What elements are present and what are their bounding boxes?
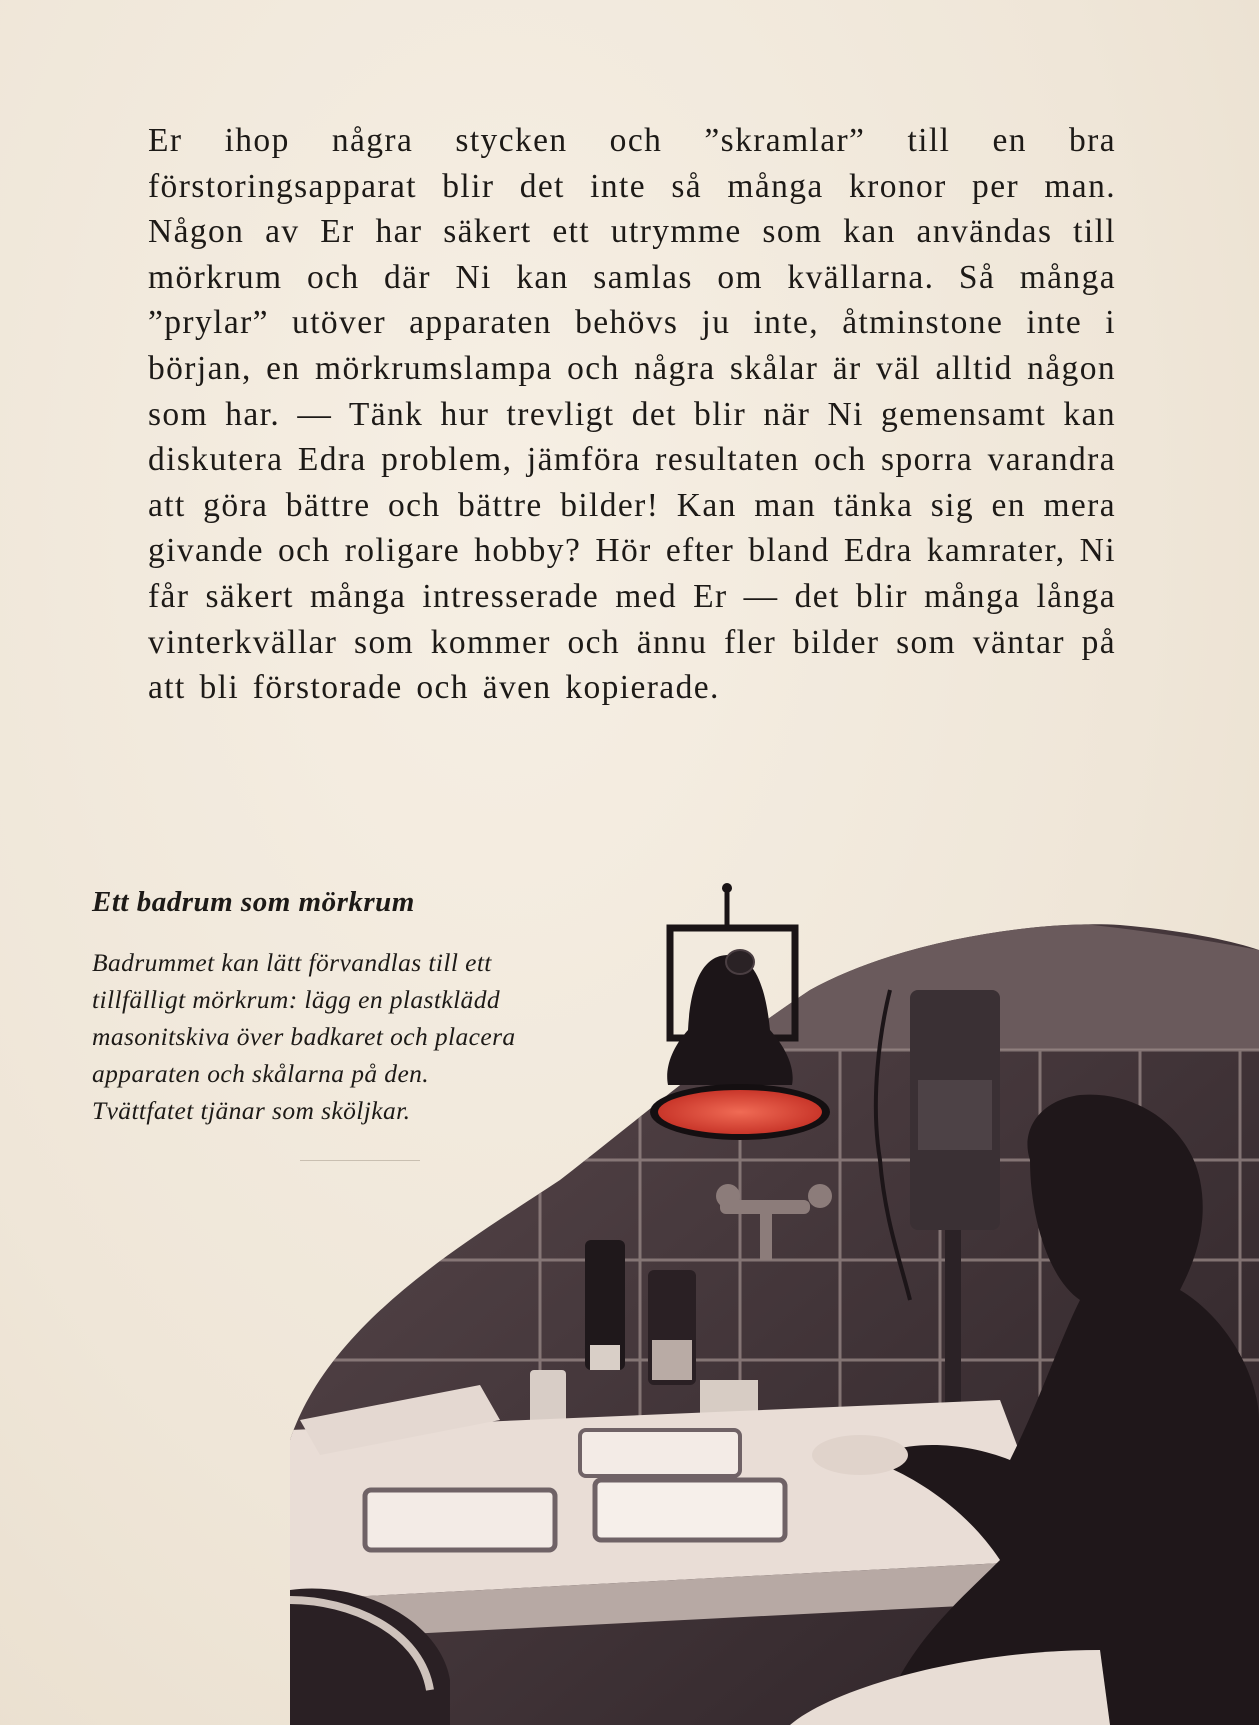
lamp-red-glass xyxy=(658,1090,822,1134)
hand xyxy=(812,1435,908,1475)
article-paragraph: Er ihop några stycken och ”skramlar” till en bra förstoringsapparat blir det inte så många kronor per man. Någon av Er har säkert ett utrymme som kan användas till mörkrum och där Ni kan samlas om kvällarna. Så många ”prylar” utöver apparaten behövs ju inte, åtminstone inte i början, en mörkrumslampa och några skålar är väl alltid någon som har. — Tänk hur trevligt det blir när Ni gemensamt kan diskutera Edra problem, jämföra resultaten och sporra varandra att göra bättre och bättre bilder! Kan man tänka sig en mera givande och roligare hobby? Hör efter bland Edra kamrater, Ni får säkert många intresserade med Er — det blir många långa vinterkvällar som kommer och ännu fler bilder som väntar på att bli förstorade och även kopierade. xyxy=(148,122,1116,707)
stop-bath-tray xyxy=(580,1430,740,1476)
fixer-tray xyxy=(595,1480,785,1540)
bottle-label xyxy=(590,1345,620,1370)
bottle-label xyxy=(652,1340,692,1380)
caption-title: Ett badrum som mörkrum xyxy=(92,886,415,918)
caption-text: Badrummet kan lätt förvandlas till ett tillfälligt mörkrum: lägg en plastklädd masonitskiva över badkaret och placera apparaten och skålarna på den. Tvättfatet tjänar som sköljkar. xyxy=(92,948,516,1125)
enlarger-bellows xyxy=(918,1080,992,1150)
developer-tray xyxy=(365,1490,555,1550)
